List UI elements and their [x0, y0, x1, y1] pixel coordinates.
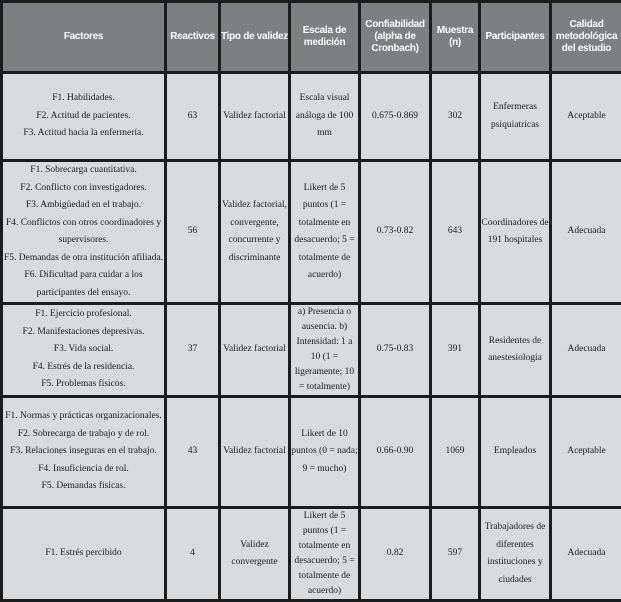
factor-item: F5. Demandas físicas. — [3, 478, 164, 496]
header-scale: Escala de medición — [290, 2, 360, 73]
factors-cell — [2, 397, 166, 508]
scale-cell: Escala visual análoga de 100 mm — [290, 73, 360, 161]
factors-cell — [2, 161, 166, 304]
factor-item: F3. Ambigüedad en el trabajo. — [3, 197, 164, 215]
factor-item: F5. Demandas de otra institución afiliada. — [3, 250, 164, 268]
validity-cell: Validez factorial, convergente, concurrente y discriminante — [220, 161, 290, 304]
participants-cell: Coordinadores de 191 hospitales — [480, 161, 551, 304]
factor-item: F1. Normas y prácticas organizacionales. — [3, 408, 164, 426]
factors-cell — [2, 73, 166, 161]
table-row — [2, 508, 621, 601]
validity-cell: Validez factorial — [220, 397, 290, 508]
validity-cell: Validez factorial — [220, 73, 290, 161]
header-factors: Factores — [2, 2, 166, 73]
quality-cell: Adecuada — [551, 304, 621, 397]
factor-item: F2. Actitud de pacientes. — [3, 108, 164, 126]
quality-cell: Aceptable — [551, 397, 621, 508]
scale-cell: Likert de 5 puntos (1 = totalmente en desacuerdo; 5 = totalmente de acuerdo) — [290, 508, 360, 601]
reliability-cell: 0.73-0.82 — [360, 161, 431, 304]
participants-cell: Residentes de anestesiología — [480, 304, 551, 397]
participants-cell: Empleados — [480, 397, 551, 508]
items-cell: 63 — [166, 73, 220, 161]
reliability-cell: 0.82 — [360, 508, 431, 601]
sample-cell: 643 — [431, 161, 480, 304]
scale-cell: a) Presencia o ausencia. b) Intensidad: 1 a 10 (1 = ligeramente; 10 = totalmente) — [290, 304, 360, 397]
scale-cell: Likert de 10 puntos (0 = nada; 9 = mucho) — [290, 397, 360, 508]
factor-item: F5. Problemas físicos. — [3, 376, 164, 394]
quality-cell: Aceptable — [551, 73, 621, 161]
header-sample: Muestra (n) — [431, 2, 480, 73]
factor-item: F2. Conflicto con investigadores. — [3, 180, 164, 198]
factor-item: F1. Estrés percibido — [3, 545, 164, 563]
table-row — [2, 73, 621, 161]
factor-item: F1. Ejercicio profesional. — [3, 306, 164, 324]
reliability-cell: 0.675-0.869 — [360, 73, 431, 161]
header-participants: Participantes — [480, 2, 551, 73]
sample-cell: 1069 — [431, 397, 480, 508]
sample-cell: 391 — [431, 304, 480, 397]
factor-item: F3. Actitud hacia la enfermería. — [3, 125, 164, 143]
reliability-cell: 0.66-0.90 — [360, 397, 431, 508]
factor-item: F2. Manifestaciones depresivas. — [3, 324, 164, 342]
participants-cell: Enfermeras psiquiatrícas — [480, 73, 551, 161]
quality-cell: Adecuada — [551, 508, 621, 601]
items-cell: 43 — [166, 397, 220, 508]
table-row — [2, 304, 621, 397]
reliability-cell: 0.75-0.83 — [360, 304, 431, 397]
header-reliability: Confiabilidad (alpha de Cronbach) — [360, 2, 431, 73]
factor-item: F1. Habilidades. — [3, 90, 164, 108]
quality-cell: Adecuada — [551, 161, 621, 304]
header-items: Reactivos — [166, 2, 220, 73]
header-row — [2, 2, 621, 73]
factor-item: F2. Sobrecarga de trabajo y de rol. — [3, 426, 164, 444]
items-cell: 4 — [166, 508, 220, 601]
validity-cell: Validez convergente — [220, 508, 290, 601]
factors-cell — [2, 304, 166, 397]
factor-item: F1. Sobrecarga cuantitativa. — [3, 162, 164, 180]
validity-cell: Validez factorial — [220, 304, 290, 397]
scale-cell: Likert de 5 puntos (1 = totalmente en desacuerdo; 5 = totalmente de acuerdo) — [290, 161, 360, 304]
factor-item: F3. Relaciones inseguras en el trabajo. — [3, 443, 164, 461]
factors-cell — [2, 508, 166, 601]
factor-item: F6. Dificultad para cuidar a los participantes del ensayo. — [3, 267, 164, 302]
table-row — [2, 397, 621, 508]
participants-cell: Trabajadores de diferentes instituciones y ciudades — [480, 508, 551, 601]
factor-item: F4. Estrés de la residencia. — [3, 359, 164, 377]
sample-cell: 302 — [431, 73, 480, 161]
header-validity: Tipo de validez — [220, 2, 290, 73]
table-row — [2, 161, 621, 304]
items-cell: 56 — [166, 161, 220, 304]
factor-item: F4. Insuficiencia de rol. — [3, 461, 164, 479]
header-quality: Calidad metodológica del estudio — [551, 2, 621, 73]
factor-item: F3. Vida social. — [3, 341, 164, 359]
items-cell: 37 — [166, 304, 220, 397]
factor-item: F4. Conflictos con otros coordinadores y supervisores. — [3, 215, 164, 250]
sample-cell: 597 — [431, 508, 480, 601]
